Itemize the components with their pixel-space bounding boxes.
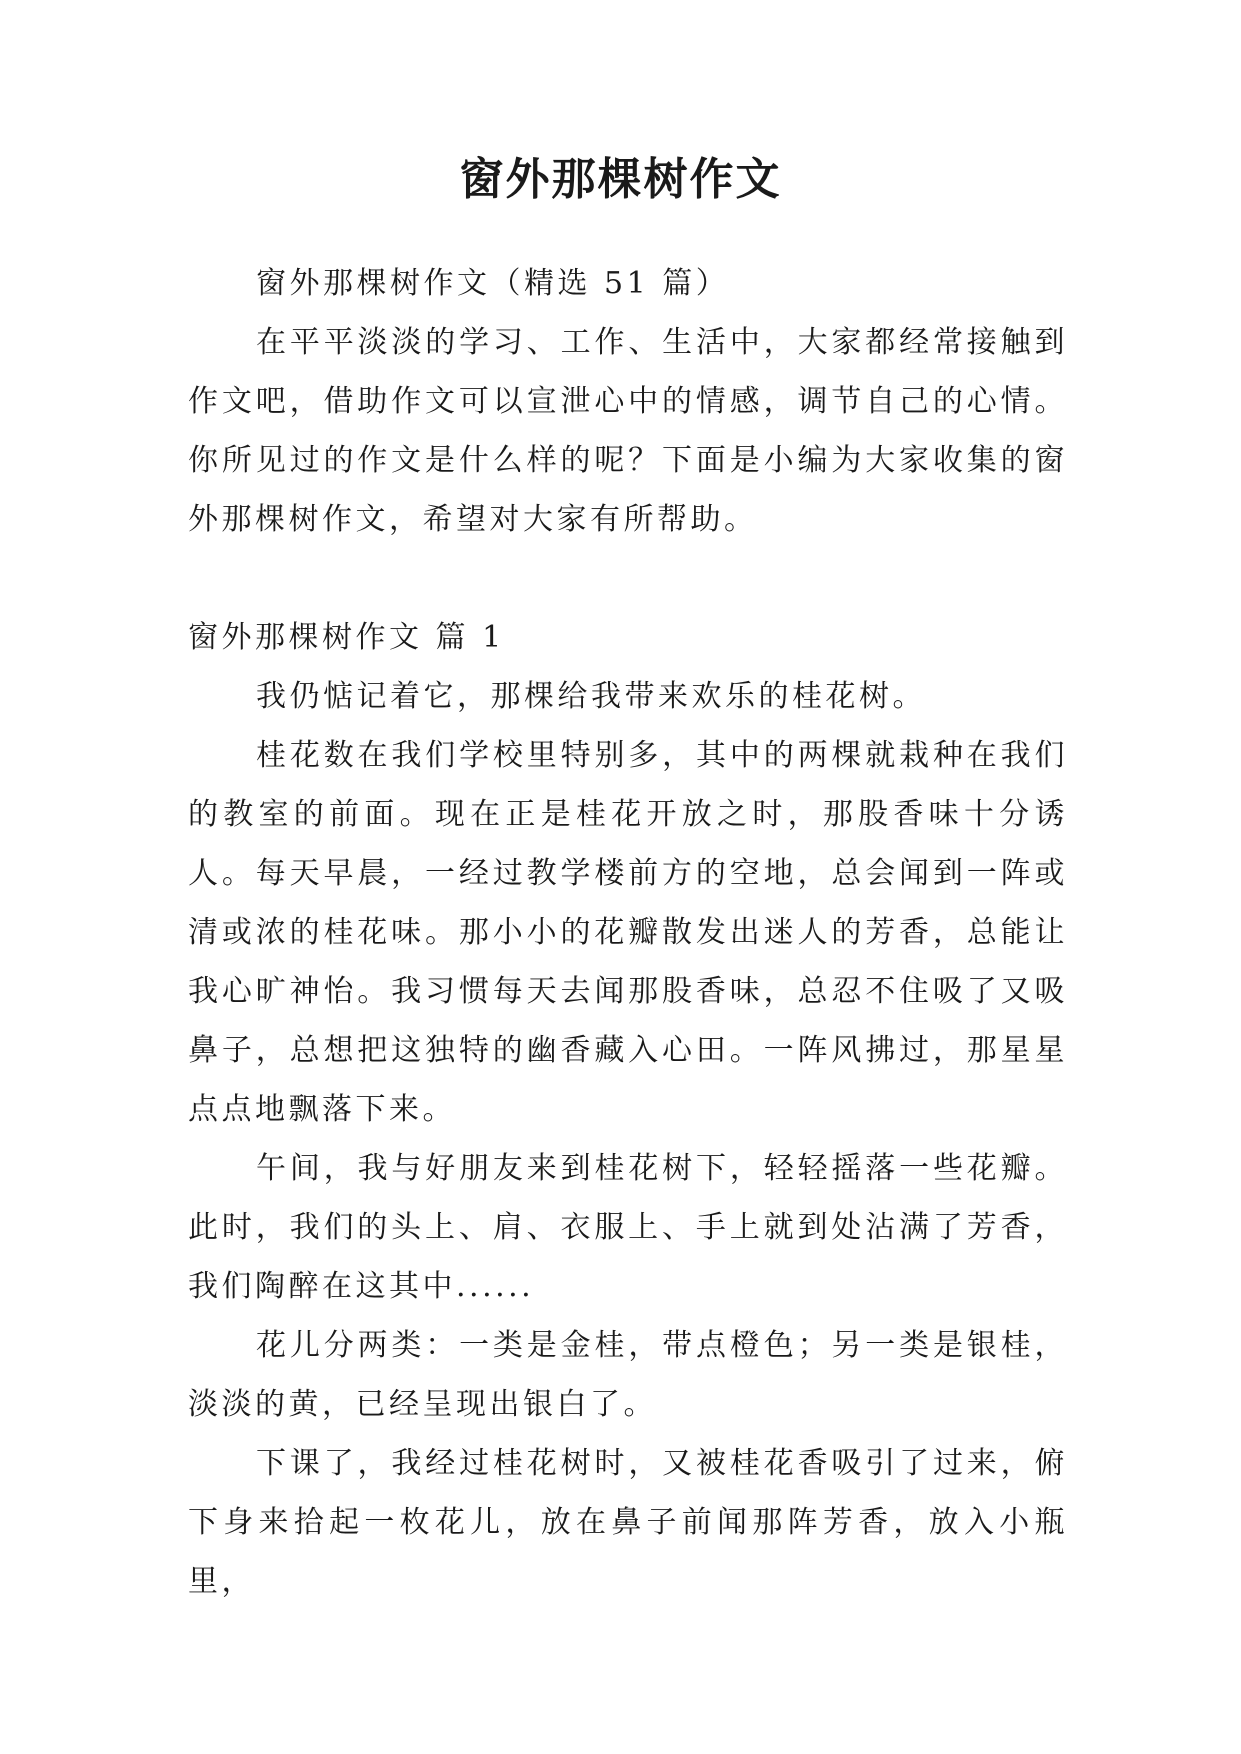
document-subtitle: 窗外那棵树作文（精选 51 篇） — [256, 266, 730, 301]
document-body — [188, 254, 1068, 1611]
intro-paragraph: 在平平淡淡的学习、工作、生活中，大家都经常接触到作文吧，借助作文可以宣泄心中的情感，调节自己的心情。你所见过的作文是什么样的呢？下面是小编为大家收集的窗外那棵树作文，希望对大家有所帮助。 — [188, 325, 1068, 537]
paragraph: 桂花数在我们学校里特别多，其中的两棵就栽种在我们的教室的前面。现在正是桂花开放之时，那股香味十分诱人。每天早晨，一经过教学楼前方的空地，总会闻到一阵或清或浓的桂花味。那小小的花瓣散发出迷人的芳香，总能让我心旷神怡。我习惯每天去闻那股香味，总忍不住吸了又吸鼻子，总想把这独特的幽香藏入心田。一阵风拂过，那星星点点地飘落下来。 — [188, 738, 1068, 1127]
paragraph: 花儿分两类：一类是金桂，带点橙色；另一类是银桂，淡淡的黄，已经呈现出银白了。 — [188, 1328, 1068, 1422]
section-heading: 窗外那棵树作文 篇 1 — [188, 620, 505, 655]
paragraph: 下课了，我经过桂花树时，又被桂花香吸引了过来，俯下身来拾起一枚花儿，放在鼻子前闻那阵芳香，放入小瓶里， — [188, 1446, 1068, 1599]
document-title: 窗外那棵树作文 — [459, 154, 782, 205]
paragraph: 午间，我与好朋友来到桂花树下，轻轻摇落一些花瓣。此时，我们的头上、肩、衣服上、手上就到处沾满了芳香，我们陶醉在这其中...... — [188, 1151, 1068, 1304]
paragraph: 我仍惦记着它，那棵给我带来欢乐的桂花树。 — [256, 679, 926, 714]
